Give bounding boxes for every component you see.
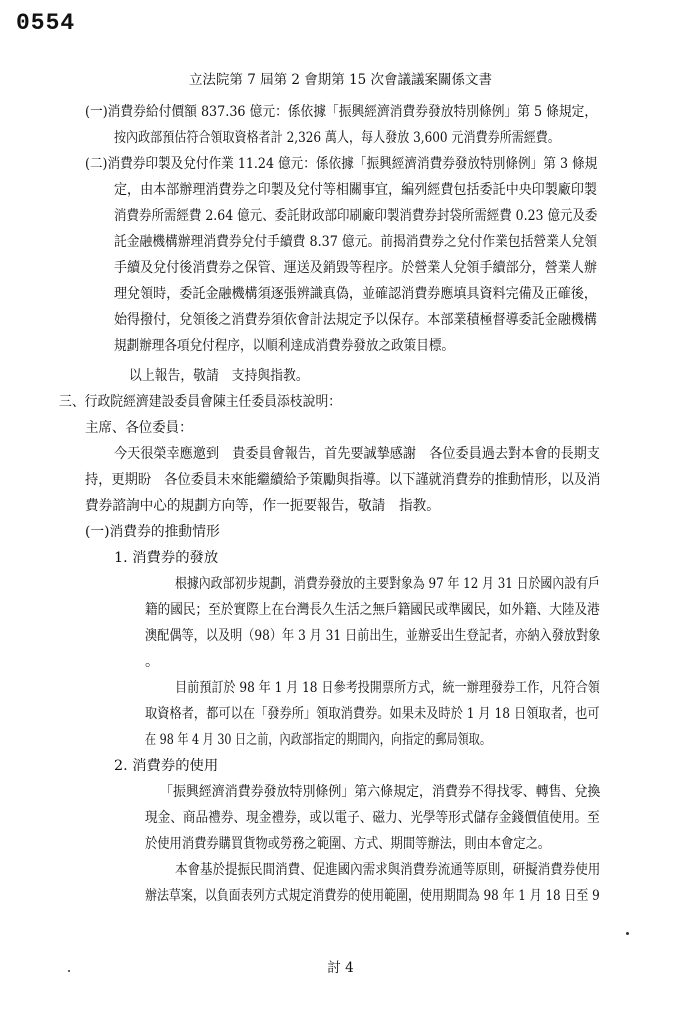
text-line: 。 xyxy=(145,654,160,670)
page-number: 0554 xyxy=(16,10,76,36)
text-line: 澳配偶等，以及明（98）年 3 月 31 日前出生，並辦妥出生登記者，亦納入發放對象 xyxy=(145,628,601,644)
text-line: 消費券所需經費 2.64 億元、委託財政部印刷廠印製消費券封袋所需經費 0.23 億元及委 xyxy=(114,208,598,224)
text-line: 於使用消費券購買貨物或勞務之範圍、方式、期間等辦法，則由本會定之。 xyxy=(145,836,551,852)
text-line: 「振興經濟消費券發放特別條例」第六條規定，消費券不得找零、轉售、兌換 xyxy=(160,784,601,800)
text-line: 規劃辦理各項兌付程序，以順利達成消費券發放之政策目標。 xyxy=(114,338,455,354)
text-line: 取資格者，都可以在「發券所」領取消費券。如果未及時於 1 月 18 日領取者，也可 xyxy=(145,706,600,722)
text-line: 按內政部預估符合領取資格者計 2,326 萬人，每人發放 3,600 元消費券所需經費。 xyxy=(114,130,560,146)
section-heading: 三、行政院經濟建設委員會陳主任委員添枝說明： xyxy=(59,394,342,410)
text-line: 託金融機構辦理消費券兌付手續費 8.37 億元。前揭消費券之兌付作業包括營業人兌領 xyxy=(114,234,598,250)
subsection-heading: (一)消費券的推動情形 xyxy=(85,524,220,540)
text-line: 今天很榮幸應邀到 貴委員會報告，首先要誠摯感謝 各位委員過去對本會的長期支 xyxy=(114,446,600,462)
text-line: 理兌領時，委託金融機構須逐張辨識真偽，並確認消費券應填具資料完備及正確後， xyxy=(114,286,597,302)
text-line: 費券諮詢中心的規劃方向等，作一扼要報告，敬請 指教。 xyxy=(85,498,440,514)
text-line: 定，由本部辦理消費券之印製及兌付等相關事宜，編列經費包括委託中央印製廠印製 xyxy=(114,182,597,198)
subsection-heading: 1. 消費券的發放 xyxy=(114,550,219,566)
text-line: 手續及兌付後消費券之保管、運送及銷毀等程序。於營業人兌領手續部分，營業人辦 xyxy=(114,260,597,276)
text-line: 在 98 年 4 月 30 日之前，內政部指定的期間內，向指定的郵局領取。 xyxy=(145,732,492,748)
text-line: 現金、商品禮券、現金禮券，或以電子、磁力、光學等形式儲存金錢價值使用。至 xyxy=(145,810,600,826)
subsection-heading: 2. 消費券的使用 xyxy=(114,758,219,774)
text-line: 籍的國民；至於實際上在台灣長久生活之無戶籍國民或準國民，如外籍、大陸及港 xyxy=(145,602,600,618)
text-line: 目前預訂於 98 年 1 月 18 日參考投開票所方式，統一辦理發券工作，凡符合領 xyxy=(175,680,600,696)
text-line: 以上報告，敬請 支持與指教。 xyxy=(129,368,309,384)
text-line: 始得撥付，兌領後之消費券須依會計法規定予以保存。本部業積極督導委託金融機構 xyxy=(114,312,597,328)
text-line: 辦法草案，以負面表列方式規定消費券的使用範圍，使用期間為 98 年 1 月 18 日至 9 xyxy=(145,888,600,904)
text-line: 本會基於提振民間消費、促進國內需求與消費券流通等原則，研擬消費券使用 xyxy=(175,862,601,878)
scan-speck xyxy=(68,970,70,972)
text-line: (一)消費券給付價額 837.36 億元：係依據「振興經濟消費券發放特別條例」第 5 條規定， xyxy=(85,104,598,120)
page-footer: 討 4 xyxy=(327,960,354,976)
text-line: (二)消費券印製及兌付作業 11.24 億元：係依據「振興經濟消費券發放特別條例」第 3 條規 xyxy=(85,156,598,172)
scan-speck xyxy=(626,932,629,935)
text-line: 主席、各位委員： xyxy=(85,420,193,436)
document-header: 立法院第 7 屆第 2 會期第 15 次會議議案關係文書 xyxy=(188,72,493,88)
text-line: 持，更期盼 各位委員未來能繼續給予策勵與指導。以下謹就消費券的推動情形，以及消 xyxy=(85,472,601,488)
text-line: 根據內政部初步規劃，消費券發放的主要對象為 97 年 12 月 31 日於國內設有戶 xyxy=(175,576,600,592)
